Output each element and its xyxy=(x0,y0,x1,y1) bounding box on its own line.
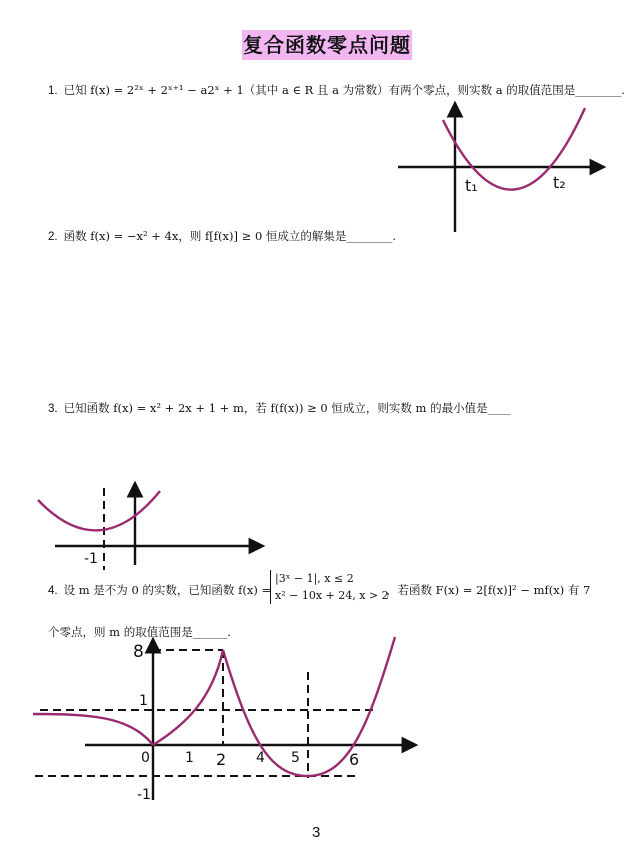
question-1-text: 已知 f(x) = 2²ˣ + 2ˣ⁺¹ − a2ˣ + 1（其中 a ∈ R 且 a 为常数）有两个零点，则实数 a 的取值范围是________. xyxy=(63,83,625,97)
graph-4-curve-mid xyxy=(153,650,223,745)
graph-4-label-x1: 1 xyxy=(185,750,194,766)
question-4-text-a: 设 m 是不为 0 的实数，已知函数 f(x) = xyxy=(63,583,272,597)
graph-1-label-t2: t₂ xyxy=(553,173,566,192)
graph-3-parabola xyxy=(38,491,160,530)
question-2-number: 2. xyxy=(48,231,58,243)
graph-4-label-y1: 1 xyxy=(139,693,148,709)
question-4-text-b: ，若函数 F(x) = 2[f(x)]² − mf(x) 有 7 xyxy=(386,583,591,597)
piecewise-case-1: |3ˣ − 1|, x ≤ 2 xyxy=(275,572,354,585)
piecewise-case-2: x² − 10x + 24, x > 2 xyxy=(275,589,389,602)
graph-1 xyxy=(398,104,603,232)
question-1-number: 1. xyxy=(48,85,58,97)
question-4-text-c: 个零点，则 m 的取值范围是______. xyxy=(48,625,231,639)
graph-3 xyxy=(38,484,262,570)
graph-4-label-x2: 2 xyxy=(216,750,227,769)
graph-1-label-t1: t₁ xyxy=(465,176,478,195)
graph-4-curve-left xyxy=(33,714,153,745)
question-4-number: 4. xyxy=(48,585,58,597)
question-2-text: 函数 f(x) = −x² + 4x，则 f[f(x)] ≥ 0 恒成立的解集是________. xyxy=(63,229,397,243)
page-title: 复合函数零点问题 xyxy=(242,30,412,60)
page-number: 3 xyxy=(312,824,321,841)
graph-4-label-x5: 5 xyxy=(291,750,300,766)
graph-4-label-yneg1: -1 xyxy=(137,787,151,803)
graph-3-label-neg1: -1 xyxy=(84,551,98,567)
graph-4-label-x4: 4 xyxy=(256,750,265,766)
graph-4 xyxy=(33,637,415,803)
graph-4-label-x0: 0 xyxy=(141,750,150,766)
question-3-number: 3. xyxy=(48,403,58,415)
graph-4-label-x6: 6 xyxy=(349,750,360,769)
question-3-text: 已知函数 f(x) = x² + 2x + 1 + m，若 f(f(x)) ≥ 0 恒成立，则实数 m 的最小值是____ xyxy=(63,401,511,415)
graph-4-label-y8: 8 xyxy=(133,642,144,662)
